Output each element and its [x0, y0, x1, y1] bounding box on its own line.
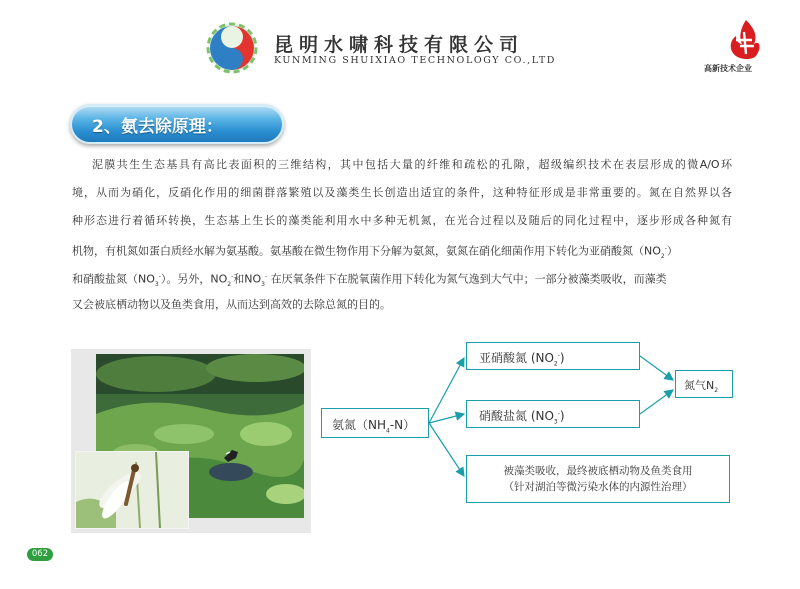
subscript: 2	[660, 252, 665, 260]
company-name-en: KUNMING SHUIXIAO TECHNOLOGY CO.,LTD	[274, 55, 556, 66]
section-title: 2、氨去除原理：	[92, 117, 223, 137]
page-number-badge: 062	[27, 548, 53, 561]
nitrite-nitrogen-box	[466, 342, 640, 370]
ammonia-nitrogen-box	[321, 408, 429, 438]
superscript: -	[265, 273, 268, 280]
paragraph-text: ）	[666, 244, 678, 258]
box-label: 硝酸盐氮 (NO	[479, 409, 554, 423]
paragraph-text: 和NO	[233, 272, 262, 286]
subscript: 3	[154, 280, 159, 288]
paragraph-line: 泥膜共生生态基具有高比表面积的三维结构，其中包括大量的纤维和疏松的孔隙，超级编织技术在表层形成的微A/O环	[92, 158, 732, 171]
algae-absorption-box	[466, 455, 730, 503]
paragraph-line: 种形态进行着循环转换，生态基上生长的藻类能利用水中多种无机氮，在光合过程以及随后的同化过程中，逐步形成各种氮有	[72, 214, 732, 227]
nitrogen-gas-box	[675, 370, 733, 398]
paragraph-text: 机物，有机氮如蛋白质经水解为氨基酸。氨基酸在微生物作用下分解为氨氮，氨氮在硝化细菌作用下转化为亚硝酸氮（NO	[72, 244, 661, 258]
box-label-line: 被藻类吸收，最终被底栖动物及鱼类食用	[503, 465, 693, 477]
subscript: 3	[261, 280, 265, 288]
box-label: )	[559, 351, 565, 365]
subscript: 2	[227, 280, 232, 288]
paragraph-text: 和硝酸盐氮（NO	[72, 272, 155, 286]
company-name-cn: 昆明水啸科技有限公司	[274, 34, 525, 56]
subscript: 2	[714, 387, 719, 395]
subscript: 3	[553, 418, 558, 426]
paragraph-text: ）。另外，NO	[160, 272, 228, 286]
paragraph-line: 又会被底栖动物以及鱼类食用，从而达到高效的去除总氮的目的。	[72, 298, 391, 311]
hitech-enterprise-label: 高新技术企业	[704, 64, 752, 73]
box-label: -N）	[389, 418, 416, 432]
box-label-line: （针对湖泊等微污染水体的内源性治理）	[503, 481, 693, 493]
superscript: -	[231, 273, 234, 280]
subscript: 2	[553, 360, 558, 368]
paragraph-text: 在厌氧条件下在脱氧菌作用下转化为氮气逸到大气中；一部分被藻类吸收，而藻类	[267, 272, 667, 286]
nitrate-nitrogen-box	[466, 400, 640, 428]
superscript: -	[557, 352, 560, 359]
superscript: -	[557, 410, 560, 417]
box-label: 氮气N	[684, 379, 715, 392]
box-label: 氨氮（NH	[332, 418, 387, 432]
box-label: )	[559, 409, 565, 423]
box-label: 亚硝酸氮 (NO	[479, 351, 554, 365]
superscript: -	[664, 245, 667, 252]
superscript: -	[158, 273, 161, 280]
subscript: 4	[386, 427, 390, 435]
paragraph-line: 境，从而为硝化，反硝化作用的细菌群落繁殖以及藻类生长创造出适宜的条件，这种特征形成是非常重要的。氮在自然界以各	[72, 186, 732, 199]
